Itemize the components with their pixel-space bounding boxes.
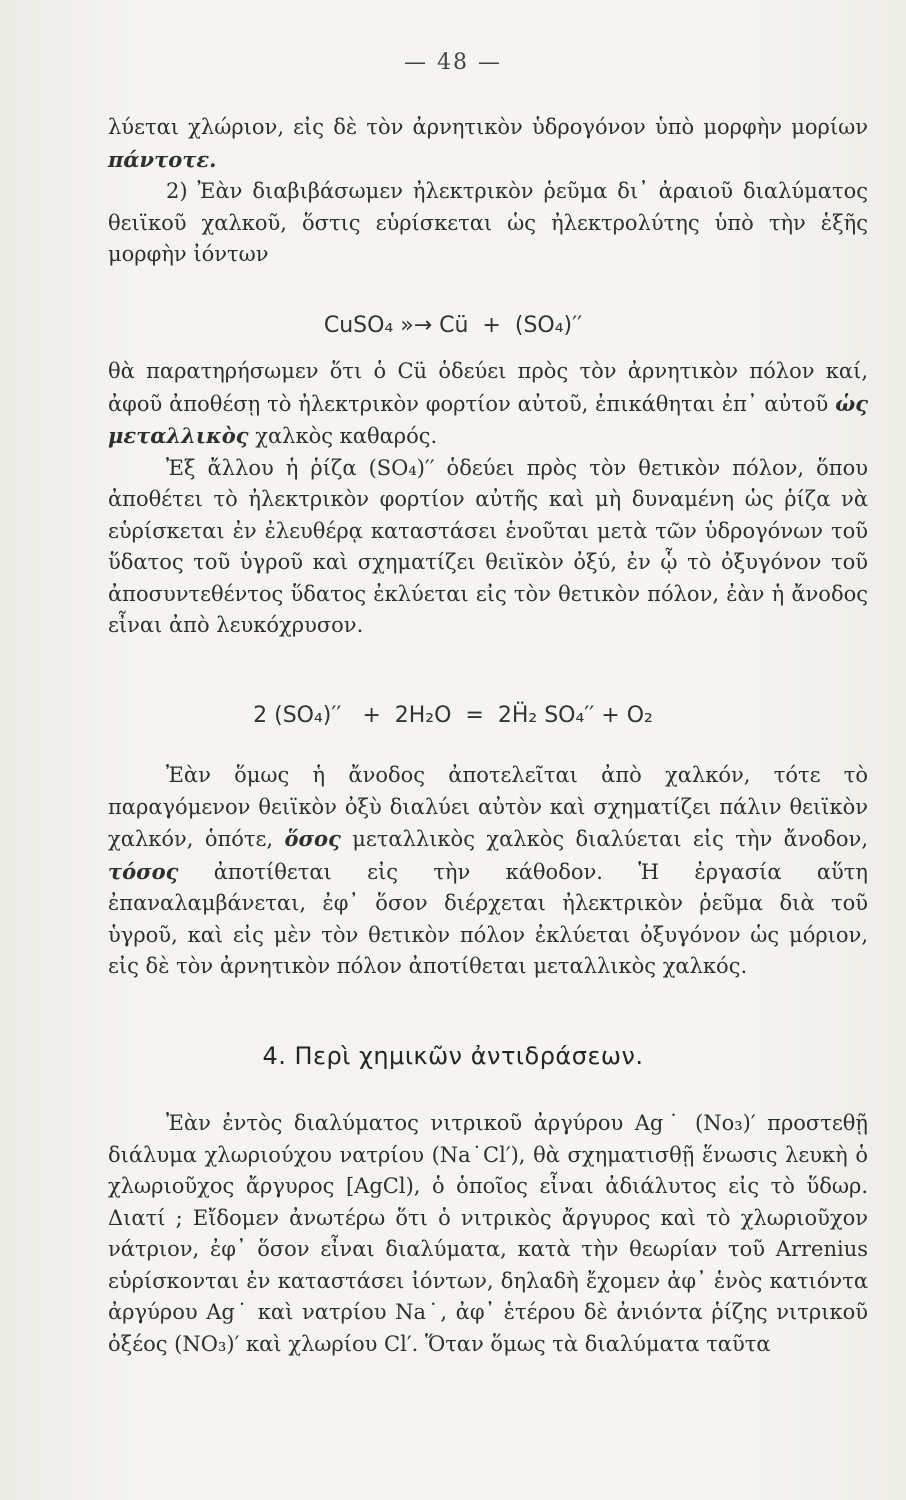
page-number: — 48 — [404,50,502,75]
emphasis-word: τόσος [108,858,179,884]
text-block-3 [108,760,868,983]
line-text: λύεται χλώριον, εἰς δὲ τὸν ἀρνητικὸν ὑδρογόνον ὑπὸ μορφὴν [108,115,783,139]
paragraph-cathode [108,356,868,453]
paragraph-copper-anode [108,760,868,983]
emphasis-phrase: ὡς μεταλλικὸς [108,390,868,448]
paragraph-text: μεταλλικὸς χαλκὸς διαλύεται εἰς τὴν ἄνοδον, [340,827,868,851]
section-heading: 4. Περὶ χημικῶν ἀντιδράσεων. [262,1042,644,1070]
text-block-2 [108,356,868,642]
paragraph-anode: Ἐξ ἄλλου ἡ ῥίζα (SO₄)′′ ὁδεύει πρὸς τὸν θετικὸν πόλον, ὅπου ἀποθέτει τὸ ἠλεκτρικὸν φορτίον αὐτῆς καὶ μὴ δυναμένη ὡς ῥίζα νὰ εὑρίσκεται ἐν ἐλευθέρᾳ καταστάσει ἑνοῦται μετὰ τῶν ὑδρογόνων τοῦ ὕδατος τοῦ ὑγροῦ καὶ σχηματίζει θειϊκὸν ὀξύ, ἐν ᾧ τὸ ὀξυγόνον τοῦ ἀποσυντεθέντος ὕδατος ἐκλύεται εἰς τὸν θετικὸν πόλον, ἐὰν ἡ ἄνοδος εἶναι ἀπὸ λευκόχρυσον. [108,455,868,637]
emphasis-word: ὅσος [284,826,341,851]
paragraph-2: 2) Ἐὰν διαβιβάσωμεν ἠλεκτρικὸν ῥεῦμα δι᾿ ἀραιοῦ διαλύματος θειϊκοῦ χαλκοῦ, ὅστις εὑρίσκεται ὡς ἠλεκτρολύτης ὑπὸ τὴν ἑξῆς μορφὴν ἰόντων [108,179,868,266]
paragraph-text: θὰ παρατηρήσωμεν ὅτι ὁ Cü ὁδεύει πρὸς τὸν ἀρνητικὸν πόλον καί, ἀφοῦ ἀποθέσῃ τὸ ἠλεκτρικὸν φορτίον αὐτοῦ, ἐπικάθηται ἐπ᾿ αὐτοῦ [108,359,868,416]
paragraph-silver-nitrate: Ἐὰν ἐντὸς διαλύματος νιτρικοῦ ἀργύρου Ag˙ (No₃)′ προστεθῇ διάλυμα χλωριούχου νατρίου (Na˙Cl′), θὰ σχηματισθῇ ἕνωσις λευκὴ ὁ χλωριοῦχος ἄργυρος [AgCl), ὁ ὁποῖος εἶναι ἀδιάλυτος εἰς τὸ ὕδωρ. Διατί ; Εἴδομεν ἀνωτέρω ὅτι ὁ νιτρικὸς ἄργυρος καὶ τὸ χλωριοῦχον νάτριον, ἐφ᾿ ὅσον εἶναι διαλύματα, κατὰ τὴν θεωρίαν τοῦ Arrenius εὑρίσκονται ἐν καταστάσει ἰόντων, δηλαδὴ ἔχομεν ἀφ᾿ ἑνὸς κατιόντα ἀργύρου Ag˙ καὶ νατρίου Na˙, ἀφ᾿ ἑτέρου δὲ ἀνιόντα ῥίζης νιτρικοῦ ὀξέος (NO₃)′ καὶ χλωρίου Cl′. Ὅταν ὅμως τὰ διαλύματα ταῦτα [108,1111,868,1356]
text-block-1 [108,112,868,271]
equation-copper-sulfate: CuSO₄ »→ Cü + (SO₄)′′ [323,313,583,338]
equation-sulfate-water: 2 (SO₄)′′ + 2H₂O = 2Ḧ₂ SO₄′′ + O₂ [253,703,653,728]
paragraph-text: χαλκὸς καθαρός. [248,424,438,448]
paragraph-text: ἀποτίθεται εἰς τὴν κάθοδον. Ἡ ἐργασία αὕτη ἐπαναλαμβάνεται, ἐφ᾿ ὅσον διέρχεται ἠλεκτρικὸν ῥεῦμα διὰ τοῦ ὑγροῦ, καὶ εἰς μὲν τὸν θετικὸν πόλον ἐκλύεται ὀξυγόνον ὡς μόριον, εἰς δὲ τὸν ἀρνητικὸν πόλον ἀποτίθεται μεταλλικὸς χαλκός. [108,859,868,978]
paragraph-continuation [108,112,868,176]
emphasis-word: πάντοτε. [108,146,217,172]
paragraph-text: Ἐὰν ὅμως ἡ ἄνοδος ἀποτελεῖται ἀπὸ χαλκόν, τότε τὸ παραγόμενον θειϊκὸν ὀξὺ διαλύει αὐτὸν καὶ σχηματίζει πάλιν θειϊκὸν χαλκόν, ὁπότε, [108,763,868,851]
text-block-4 [108,1108,868,1360]
line-text: μορίων [791,115,868,139]
